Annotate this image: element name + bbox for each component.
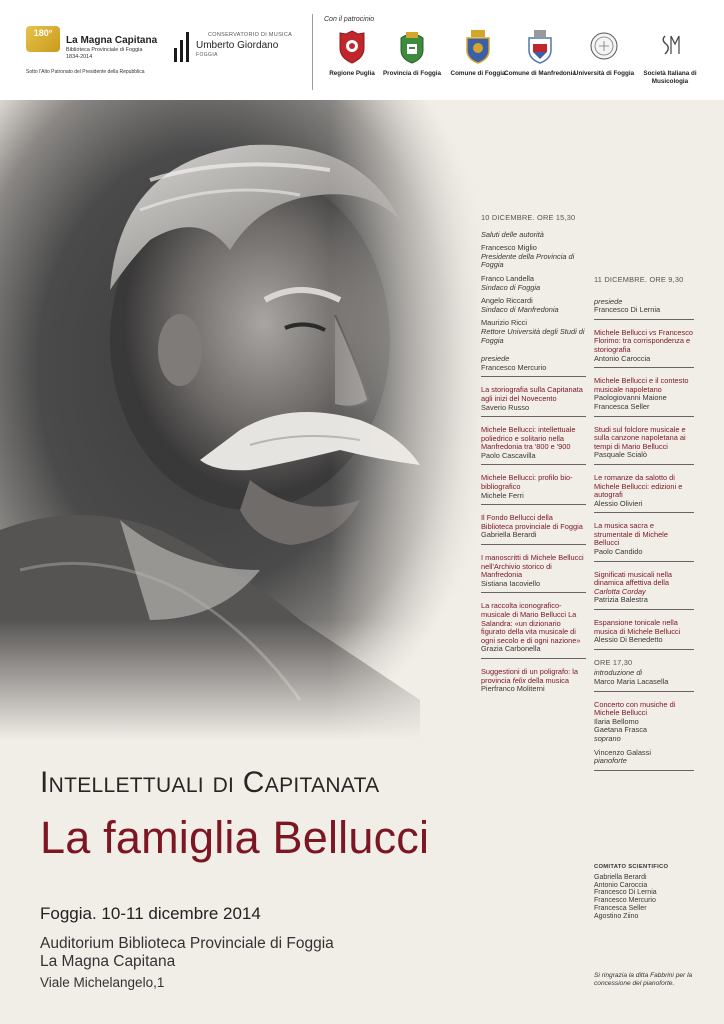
authority-name: Angelo Riccardi [481, 296, 533, 306]
authority-item [481, 297, 586, 314]
talk-speaker: Alessio Olivieri [594, 498, 643, 508]
authority-item [481, 275, 586, 292]
conservatorio-label: CONSERVATORIO DI MUSICA [208, 32, 293, 38]
comitato-member: Francesco Mercurio [594, 897, 656, 905]
comitato-member: Francesco Di Lernia [594, 889, 657, 897]
sponsor-provincia-foggia [374, 28, 450, 78]
programme-day1 [481, 214, 586, 694]
separator [481, 376, 586, 377]
separator [481, 658, 586, 659]
separator [594, 416, 694, 417]
performer-role: soprano [594, 733, 621, 743]
presiede-name: Francesco Mercurio [481, 362, 547, 372]
talk-speaker: Grazia Carbonella [481, 644, 541, 654]
talk-item [481, 602, 586, 654]
programme-day2 [594, 276, 694, 780]
introduzione-label: introduzione di [594, 668, 643, 678]
separator [594, 561, 694, 562]
library-years: 1834-2014 [66, 54, 93, 60]
library-subtitle: Biblioteca Provinciale di Foggia [66, 47, 143, 53]
separator [594, 770, 694, 771]
header-bar [0, 0, 724, 100]
comitato-member: Agostino Ziino [594, 912, 639, 920]
introduzione-name: Marco Maria Lacasella [594, 677, 669, 686]
talk-title: La raccolta iconografico-musicale di Mario Bellucci La Salandra: «un dizionario figurato della vita musicale di ogni secolo e di ogni nazione» [481, 601, 581, 645]
talk-title: Michele Bellucci vs Francesco Florimo: tra corrispondenza e storiografia [594, 327, 693, 354]
concerto-title: Concerto con musiche di Michele Bellucci [594, 699, 676, 718]
talk-title: Significati musicali nella dinamica affettiva della Carlotta Corday [594, 569, 673, 596]
talk-item [481, 668, 586, 694]
authority-name: Francesco Miglio [481, 243, 537, 253]
talk-speaker: Saverio Russo [481, 402, 530, 412]
talk-item [481, 554, 586, 588]
separator [594, 609, 694, 610]
talk-title: I manoscritti di Michele Bellucci nell'Archivio storico di Manfredonia [481, 553, 584, 580]
separator [481, 504, 586, 505]
comitato-title: COMITATO SCIENTIFICO [594, 864, 669, 870]
main-title: La famiglia Bellucci [40, 812, 430, 863]
evening-heading: ORE 17,30 [594, 657, 633, 667]
bellucci-portrait [0, 100, 490, 740]
talk-item [594, 619, 694, 645]
conservatorio-name: Umberto Giordano [196, 40, 279, 51]
talk-item [481, 426, 586, 460]
authority-role: Sindaco di Manfredonia [481, 304, 559, 314]
authority-item [481, 319, 586, 345]
talk-item [594, 377, 694, 411]
sponsor-name: Comune di Manfredonia [504, 70, 576, 77]
comitato-member: Antonio Caroccia [594, 881, 648, 889]
talk-title: Michele Bellucci: intellettuale poliedrico e solitario nella Manfredonia tra '800 e '900 [481, 425, 576, 452]
talk-title: Suggestioni di un poligrafo: la provincia felix della musica [481, 666, 578, 685]
event-date: Foggia. 10-11 dicembre 2014 [40, 904, 261, 923]
talk-speaker: Paologiovanni Maione Francesca Seller [594, 393, 667, 411]
sponsor-societa-musicologia [632, 28, 708, 85]
regione-puglia-crest-icon [337, 28, 367, 66]
patronato-text: Sotto l'Alto Patronato del Presidente della Repubblica [26, 69, 145, 75]
separator [594, 464, 694, 465]
portrait-drawing [0, 100, 490, 740]
sponsor-universita-foggia [566, 28, 642, 78]
authority-role: Presidente della Provincia di Foggia [481, 251, 575, 270]
talk-speaker: Sistiana Iacoviello [481, 578, 541, 588]
sponsor-name: Università di Foggia [573, 70, 635, 77]
talk-title: Espansione tonicale nella musica di Michele Bellucci [594, 618, 681, 636]
performer-names: Ilaria Bellomo Gaetana Frasca [594, 716, 647, 735]
universita-seal-icon [589, 28, 619, 66]
comitato-member: Francesca Seller [594, 904, 647, 912]
separator [594, 691, 694, 692]
performer-role: pianoforte [594, 756, 627, 766]
sponsor-name: Regione Puglia [329, 70, 375, 77]
sponsor-name: Provincia di Foggia [382, 70, 442, 77]
saluti-label: Saluti delle autorità [481, 229, 544, 239]
performer-name: Vincenzo Galassi [594, 747, 651, 757]
authority-role: Sindaco di Foggia [481, 282, 541, 292]
talk-title: Michele Bellucci e il contesto musicale napoletano [594, 376, 689, 394]
library-name: La Magna Capitana [66, 35, 158, 46]
anniversary-badge: 180° [26, 26, 60, 52]
talk-title: La musica sacra e strumentale di Michele Bellucci [594, 521, 668, 548]
provincia-foggia-crest-icon [397, 28, 427, 66]
talk-title: Le romanze da salotto di Michele Bellucci: edizioni e autografi [594, 472, 683, 500]
header-divider [312, 14, 313, 90]
talk-item [481, 514, 586, 540]
comitato-scientifico [594, 864, 704, 921]
talk-speaker: Alessio Di Benedetto [594, 635, 663, 645]
separator [594, 367, 694, 368]
presiede-label: presiede [481, 354, 510, 364]
comune-foggia-crest-icon [463, 28, 493, 66]
authority-name: Franco Landella [481, 273, 535, 283]
talk-item [481, 386, 586, 412]
talk-title: Michele Bellucci: profilo bio-bibliografico [481, 473, 573, 492]
talk-speaker: Paolo Cascavilla [481, 450, 536, 460]
day2-heading: 11 DICEMBRE. ORE 9,30 [594, 275, 684, 284]
venue-library: La Magna Capitana [40, 953, 176, 970]
musicologia-logo-icon [655, 28, 685, 66]
talk-speaker: Pasquale Scialò [594, 450, 648, 460]
talk-speaker: Pierfranco Moliterni [481, 684, 545, 694]
presiede-name: Francesco Di Lernia [594, 305, 661, 315]
authority-role: Rettore Università degli Studi di Foggia [481, 326, 585, 345]
authority-name: Maurizio Ricci [481, 318, 527, 328]
sponsor-name: Società Italiana di Musicologia [643, 70, 697, 85]
separator [594, 649, 694, 650]
talk-speaker: Paolo Candido [594, 547, 643, 557]
series-title: Intellettuali di Capitanata [40, 766, 380, 799]
comitato-member: Gabriella Berardi [594, 873, 647, 881]
talk-speaker: Michele Ferri [481, 490, 524, 500]
separator [594, 319, 694, 320]
separator [481, 464, 586, 465]
talk-title: La storiografia sulla Capitanata agli inizi del Novecento [481, 385, 583, 403]
venue-name: Auditorium Biblioteca Provinciale di Foggia [40, 935, 334, 952]
talk-speaker: Antonio Caroccia [594, 353, 651, 363]
conservatorio-city: FOGGIA [196, 52, 218, 58]
presiede-label: presiede [594, 296, 623, 306]
talk-item [594, 522, 694, 556]
talk-item [594, 426, 694, 460]
patrocinio-label: Con il patrocinio [324, 16, 375, 23]
separator [481, 592, 586, 593]
talk-item [481, 474, 586, 500]
talk-speaker: Gabriella Berardi [481, 530, 537, 540]
piano-credit: Si ringrazia la ditta Fabbrini per la concessione del pianoforte. [594, 972, 693, 987]
talk-item [594, 474, 694, 508]
talk-speaker: Patrizia Balestra [594, 595, 648, 605]
authority-item [481, 244, 586, 270]
talk-item [594, 571, 694, 605]
separator [481, 544, 586, 545]
talk-item [594, 329, 694, 363]
comune-manfredonia-crest-icon [525, 28, 555, 66]
talk-title: Studi sul folclore musicale e sulla canzone napoletana ai tempi di Mario Bellucci [594, 424, 686, 451]
venue-address: Viale Michelangelo,1 [40, 975, 165, 990]
talk-title: Il Fondo Bellucci della Biblioteca provinciale di Foggia [481, 513, 583, 531]
sponsor-name: Comune di Foggia [450, 70, 506, 77]
day1-heading: 10 DICEMBRE. ORE 15,30 [481, 213, 576, 222]
separator [481, 416, 586, 417]
separator [594, 512, 694, 513]
